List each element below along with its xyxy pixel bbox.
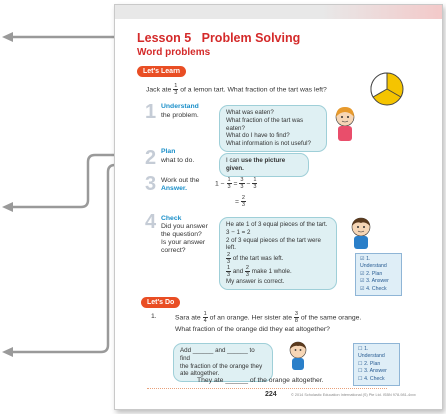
problem-fraction: $\frac{1}{3}$ xyxy=(174,83,178,96)
page-subtitle: Word problems xyxy=(137,47,211,58)
work-line-2: = $\frac{2}{3}$ xyxy=(235,195,245,208)
step-3-text: Work out the xyxy=(161,177,200,184)
checklist-completed: ☑ 1. Understand ☑ 2. Plan ☑ 3. Answer ☑ 4. Check xyxy=(355,253,402,296)
checklist-todo: ☐ 1. Understand ☐ 2. Plan ☐ 3. Answer ☐ 4. Check xyxy=(353,343,400,386)
step-2-text: what to do. xyxy=(161,157,195,164)
check-bubble: He ate 1 of 3 equal pieces of the tart. 3 − 1 = 2 2 of 3 equal pieces of the tart were left. $\frac{2}{3}$ of the tart was left. $\frac{1}{3}$ and $\frac{2}{3}$ make 1 whole. My answer is correct. xyxy=(219,217,337,290)
question-number: 1. xyxy=(151,313,157,320)
step-3-number: 3 xyxy=(145,173,157,195)
step-4-number: 4 xyxy=(145,211,157,233)
divider xyxy=(147,388,387,389)
step-2-heading: Plan xyxy=(161,148,176,155)
plan-bubble: I can use the picture given. xyxy=(219,153,309,177)
step-4-heading: Check xyxy=(161,215,182,222)
lets-do-hint-bubble: Add ______ and ______ to find the fraction of the orange they ate altogether. xyxy=(173,343,273,382)
boy-character-icon xyxy=(349,215,373,251)
step-1-text: the problem. xyxy=(161,112,199,119)
textbook-page xyxy=(114,4,443,410)
step-2-number: 2 xyxy=(145,147,157,169)
girl-character-icon xyxy=(333,105,357,145)
understand-bubble: What was eaten? What fraction of the tart was eaten? What do I have to find? What information is not useful? xyxy=(219,105,327,152)
page-number: 224 xyxy=(265,391,277,398)
step-1-number: 1 xyxy=(145,101,157,123)
tart-icon xyxy=(369,71,405,107)
question-line-1: Sara ate $\frac{1}{4}$ of an orange. Her sister ate $\frac{3}{8}$ of the same orange. xyxy=(175,311,362,324)
lets-do-label: Let's Do xyxy=(141,297,180,308)
step-1-heading: Understand xyxy=(161,103,199,110)
copyright: © 2014 Scholastic Education International (S) Pte Ltd. ISBN 978-981-4xxx xyxy=(291,393,416,397)
answer-line: They ate ______ of the orange altogether. xyxy=(197,377,324,384)
lets-learn-label: Let's Learn xyxy=(137,66,186,77)
page-title: Lesson 5 Problem Solving xyxy=(137,31,301,45)
problem-text: Jack ate $\frac{1}{3}$ of a lemon tart. What fraction of the tart was left? xyxy=(146,83,327,96)
step-4-text: Did you answer the question? Is your answer correct? xyxy=(161,223,208,254)
question-line-2: What fraction of the orange did they eat altogether? xyxy=(175,326,330,333)
step-3-heading: Answer. xyxy=(161,185,188,192)
boy-character-icon-2 xyxy=(287,339,309,371)
page-header-band xyxy=(115,5,442,19)
work-line-1: 1 − $\frac{1}{3}$ = $\frac{3}{3}$ − $\frac{1}{3}$ xyxy=(215,177,257,190)
